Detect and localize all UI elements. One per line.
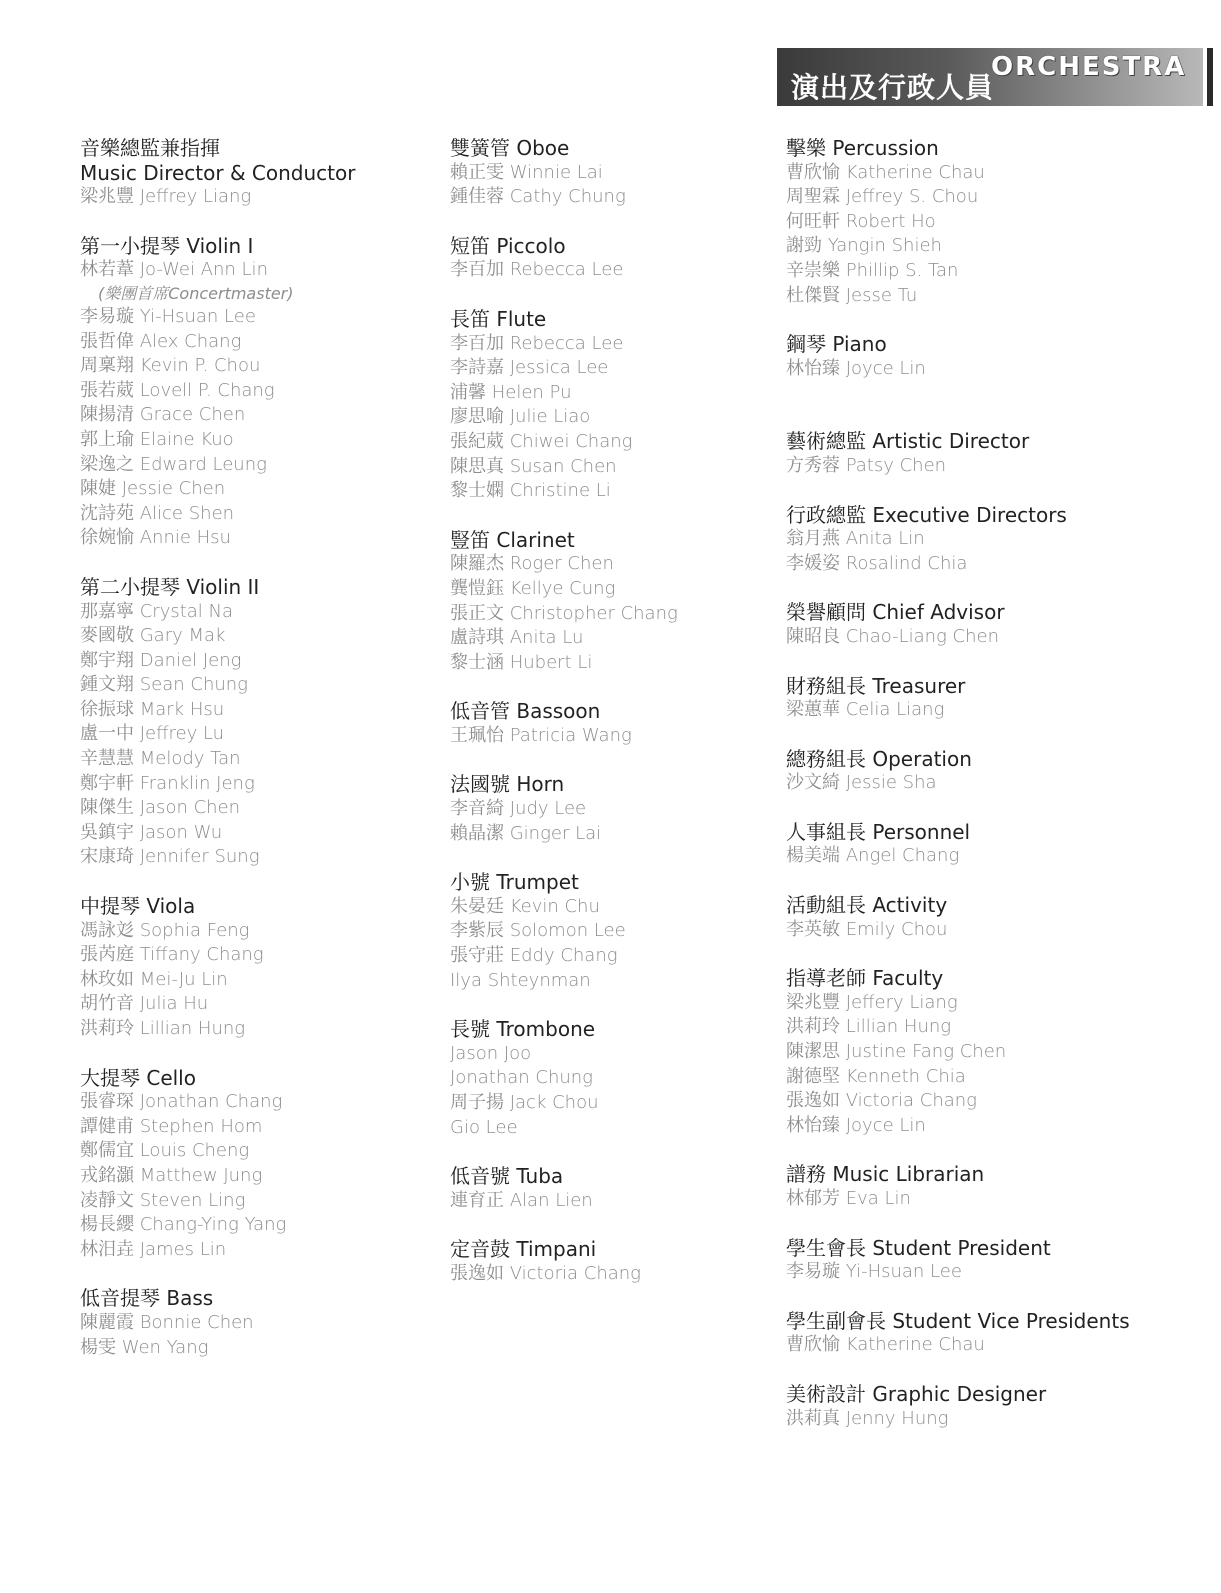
member-name: 盧詩琪 Anita Lu	[450, 627, 584, 649]
roster-section	[786, 747, 1206, 796]
member-name: 李易璇 Yi-Hsuan Lee	[80, 305, 256, 327]
member-name: Jason Joo	[450, 1042, 532, 1064]
member-name: 朱晏廷 Kevin Chu	[450, 895, 600, 917]
member-name: 林汨垚 James Lin	[80, 1238, 227, 1260]
roster-section	[80, 136, 420, 210]
member-name: 洪莉玲 Lillian Hung	[80, 1018, 246, 1039]
member-name: 浦馨 Helen Pu	[450, 381, 572, 403]
member-name: 徐婉愉 Annie Hsu	[80, 527, 231, 549]
member-name: 楊雯 Wen Yang	[80, 1336, 209, 1358]
section-heading: 低音號 Tuba	[450, 1164, 564, 1189]
section-heading: 長號 Trombone	[450, 1017, 596, 1042]
member-name: 梁兆豐 Jeffery Liang	[786, 991, 958, 1013]
roster-section	[786, 674, 1206, 723]
member-name: 曹欣愉 Katherine Chau	[786, 161, 985, 183]
column-percussion-admin	[786, 136, 1206, 1455]
section-heading: 第二小提琴 Violin II	[80, 574, 260, 599]
member-name: 楊美端 Angel Chang	[786, 845, 960, 867]
member-name: 辛慧慧 Melody Tan	[80, 748, 241, 770]
member-name: 譚健甫 Stephen Hom	[80, 1115, 263, 1137]
member-name: 李詩嘉 Jessica Lee	[450, 357, 609, 379]
member-name: 杜傑賢 Jesse Tu	[786, 284, 918, 306]
banner-title-english: ORCHESTRA	[991, 52, 1187, 82]
section-heading: 雙簧管 Oboe	[450, 136, 570, 160]
member-name: 沈詩苑 Alice Shen	[80, 502, 235, 524]
section-heading: 豎笛 Clarinet	[450, 527, 575, 552]
member-name: Gio Lee	[450, 1116, 518, 1138]
member-name: 李百加 Rebecca Lee	[450, 332, 624, 354]
member-name: 黎士涵 Hubert Li	[450, 651, 593, 673]
section-heading: 低音管 Bassoon	[450, 699, 601, 724]
roster-section	[786, 1162, 1206, 1211]
member-name: 張正文 Christopher Chang	[450, 602, 678, 624]
member-name: 胡竹音 Julia Hu	[80, 993, 209, 1015]
section-heading: 學生會長 Student President	[786, 1235, 1051, 1260]
member-name: 謝勁 Yangin Shieh	[786, 235, 942, 257]
banner-title-chinese: 演出及行政人員	[791, 71, 995, 104]
member-name: 周聖霖 Jeffrey S. Chou	[786, 186, 979, 208]
section-heading: 榮譽顧問 Chief Advisor	[786, 600, 1005, 625]
member-name: 翁月燕 Anita Lin	[786, 528, 925, 550]
roster-section	[786, 1236, 1206, 1285]
member-name: 宋康琦 Jennifer Sung	[80, 846, 260, 868]
member-name: 沙文綺 Jessie Sha	[786, 772, 937, 794]
member-name: 辛崇樂 Phillip S. Tan	[786, 259, 959, 281]
section-heading: 短笛 Piccolo	[450, 233, 566, 258]
section-heading: 活動組長 Activity	[786, 893, 948, 918]
member-name: 梁兆豐 Jeffrey Liang	[80, 186, 252, 208]
section-heading: 指導老師 Faculty	[786, 966, 944, 991]
member-name: 曹欣愉 Katherine Chau	[786, 1334, 985, 1356]
member-name: 連育正 Alan Lien	[450, 1189, 593, 1211]
section-heading: 低音提琴 Bass	[80, 1286, 214, 1311]
member-name: Ilya Shteynman	[450, 969, 591, 991]
roster-section	[450, 870, 770, 993]
member-name: 謝德堅 Kenneth Chia	[786, 1065, 966, 1087]
member-name: 林怡臻 Joyce Lin	[786, 1114, 926, 1136]
member-name: 鄭儒宜 Louis Cheng	[80, 1140, 250, 1162]
roster-section	[786, 820, 1206, 869]
member-name: 戎銘灝 Matthew Jung	[80, 1164, 263, 1186]
section-heading: 人事組長 Personnel	[786, 819, 971, 844]
roster-section	[786, 429, 1206, 478]
member-name: 張睿琛 Jonathan Chang	[80, 1091, 283, 1113]
member-name: 廖思喻 Julie Liao	[450, 406, 591, 428]
member-name: 王珮怡 Patricia Wang	[450, 724, 632, 746]
roster-section	[786, 600, 1206, 649]
member-name: 林怡臻 Joyce Lin	[786, 357, 926, 379]
member-name: 李紫辰 Solomon Lee	[450, 920, 626, 942]
roster-section	[80, 1066, 420, 1263]
page-edge-marker	[1207, 48, 1213, 106]
member-name: 張逸如 Victoria Chang	[450, 1262, 641, 1284]
member-name: 周稟翔 Kevin P. Chou	[80, 355, 261, 377]
member-name: 梁逸之 Edward Leung	[80, 453, 267, 475]
roster-section	[786, 1309, 1206, 1358]
section-heading: 長笛 Flute	[450, 306, 547, 331]
roster-section	[786, 893, 1206, 942]
roster-section	[80, 894, 420, 1042]
section-heading: 法國號 Horn	[450, 772, 565, 797]
member-name: 洪莉真 Jenny Hung	[786, 1407, 949, 1429]
member-name: 張若葳 Lovell P. Chang	[80, 379, 275, 401]
member-name: 陳揚清 Grace Chen	[80, 404, 246, 426]
section-heading: 大提琴 Cello	[80, 1065, 196, 1090]
member-name: 馮詠彣 Sophia Feng	[80, 919, 250, 941]
member-name: 盧一中 Jeffrey Lu	[80, 723, 225, 745]
member-name: 李音綺 Judy Lee	[450, 798, 587, 820]
member-name: 林郁芳 Eva Lin	[786, 1188, 911, 1209]
member-role-note: (樂團首席Concertmaster)	[98, 283, 294, 303]
roster-section	[786, 332, 1206, 381]
member-name: 那嘉寧 Crystal Na	[80, 600, 234, 622]
member-name: 梁蕙華 Celia Liang	[786, 699, 945, 721]
roster-section	[450, 1017, 770, 1140]
roster-section	[786, 966, 1206, 1138]
roster-section	[80, 575, 420, 870]
roster-section	[450, 772, 770, 846]
section-heading: 行政總監 Executive Directors	[786, 502, 1067, 527]
member-name: 賴正雯 Winnie Lai	[450, 161, 603, 183]
member-name: 徐振球 Mark Hsu	[80, 698, 225, 720]
member-name: 陳羅杰 Roger Chen	[450, 553, 614, 575]
section-heading: 譜務 Music Librarian	[786, 1162, 985, 1187]
roster-section	[786, 136, 1206, 308]
section-heading: 音樂總監兼指揮	[80, 136, 220, 160]
member-name: 黎士嫻 Christine Li	[450, 480, 611, 502]
member-name: 鍾佳蓉 Cathy Chung	[450, 186, 626, 208]
member-name: 李英敏 Emily Chou	[786, 918, 948, 940]
member-name: 陳傑生 Jason Chen	[80, 797, 241, 819]
roster-section	[786, 503, 1206, 577]
section-heading: 小號 Trumpet	[450, 870, 579, 895]
section-heading: 學生副會長 Student Vice Presidents	[786, 1308, 1130, 1333]
member-name: 吳鎮宇 Jason Wu	[80, 821, 223, 843]
column-winds-brass	[450, 136, 770, 1311]
member-name: 張芮庭 Tiffany Chang	[80, 944, 264, 966]
member-name: 李易璇 Yi-Hsuan Lee	[786, 1261, 962, 1283]
member-name: 陳潔思 Justine Fang Chen	[786, 1041, 1007, 1063]
section-heading: 定音鼓 Timpani	[450, 1237, 597, 1262]
member-name: 陳昭良 Chao-Liang Chen	[786, 625, 1000, 647]
member-name: 鍾文翔 Sean Chung	[80, 674, 248, 696]
member-name: 賴晶潔 Ginger Lai	[450, 822, 602, 844]
title-banner	[777, 48, 1203, 106]
member-name: 方秀蓉 Patsy Chen	[786, 454, 947, 476]
member-name: Jonathan Chung	[450, 1067, 593, 1089]
member-name: 麥國敬 Gary Mak	[80, 625, 226, 647]
member-name: 李百加 Rebecca Lee	[450, 259, 624, 281]
section-heading: 藝術總監 Artistic Director	[786, 429, 1030, 454]
member-name: 張紀葳 Chiwei Chang	[450, 430, 633, 452]
member-name: 張哲偉 Alex Chang	[80, 330, 242, 352]
member-name: 何旺軒 Robert Ho	[786, 210, 936, 232]
section-heading: 中提琴 Viola	[80, 894, 196, 919]
section-heading: 第一小提琴 Violin I	[80, 233, 254, 258]
member-name: 林玫如 Mei-Ju Lin	[80, 968, 228, 990]
section-heading: 財務組長 Treasurer	[786, 673, 966, 698]
section-heading: 美術設計 Graphic Designer	[786, 1381, 1047, 1406]
roster-section	[80, 234, 420, 551]
member-name: 張守莊 Eddy Chang	[450, 945, 618, 967]
member-name: 陳思真 Susan Chen	[450, 455, 617, 477]
member-name: 張逸如 Victoria Chang	[786, 1090, 977, 1112]
member-name: 陳婕 Jessie Chen	[80, 478, 226, 500]
section-heading: 擊樂 Percussion	[786, 136, 939, 160]
section-heading: 總務組長 Operation	[786, 746, 972, 771]
member-name: 周子揚 Jack Chou	[450, 1092, 599, 1113]
member-name: 凌靜文 Steven Ling	[80, 1189, 246, 1211]
member-name: 鄭宇翔 Daniel Jeng	[80, 649, 242, 671]
member-name: 楊長纓 Chang-Ying Yang	[80, 1214, 287, 1236]
column-strings	[80, 136, 420, 1384]
roster-section	[450, 136, 770, 210]
section-heading: 鋼琴 Piano	[786, 332, 887, 357]
roster-section	[80, 1286, 420, 1360]
member-name: 洪莉玲 Lillian Hung	[786, 1016, 952, 1038]
roster-section	[450, 1237, 770, 1286]
roster-section	[450, 307, 770, 504]
member-name: 李媛姿 Rosalind Chia	[786, 552, 968, 574]
member-name: 林若葦 Jo-Wei Ann Lin	[80, 259, 268, 281]
member-name: 龔愷鈺 Kellye Cung	[450, 577, 616, 599]
member-name: 鄭宇軒 Franklin Jeng	[80, 772, 255, 794]
member-name: 陳麗霞 Bonnie Chen	[80, 1311, 254, 1333]
roster-section	[450, 528, 770, 676]
roster-section	[450, 1164, 770, 1213]
section-heading: Music Director & Conductor	[80, 160, 356, 185]
roster-section	[450, 234, 770, 283]
roster-section	[786, 1382, 1206, 1431]
member-name: 郭上瑜 Elaine Kuo	[80, 428, 234, 450]
roster-section	[450, 699, 770, 748]
